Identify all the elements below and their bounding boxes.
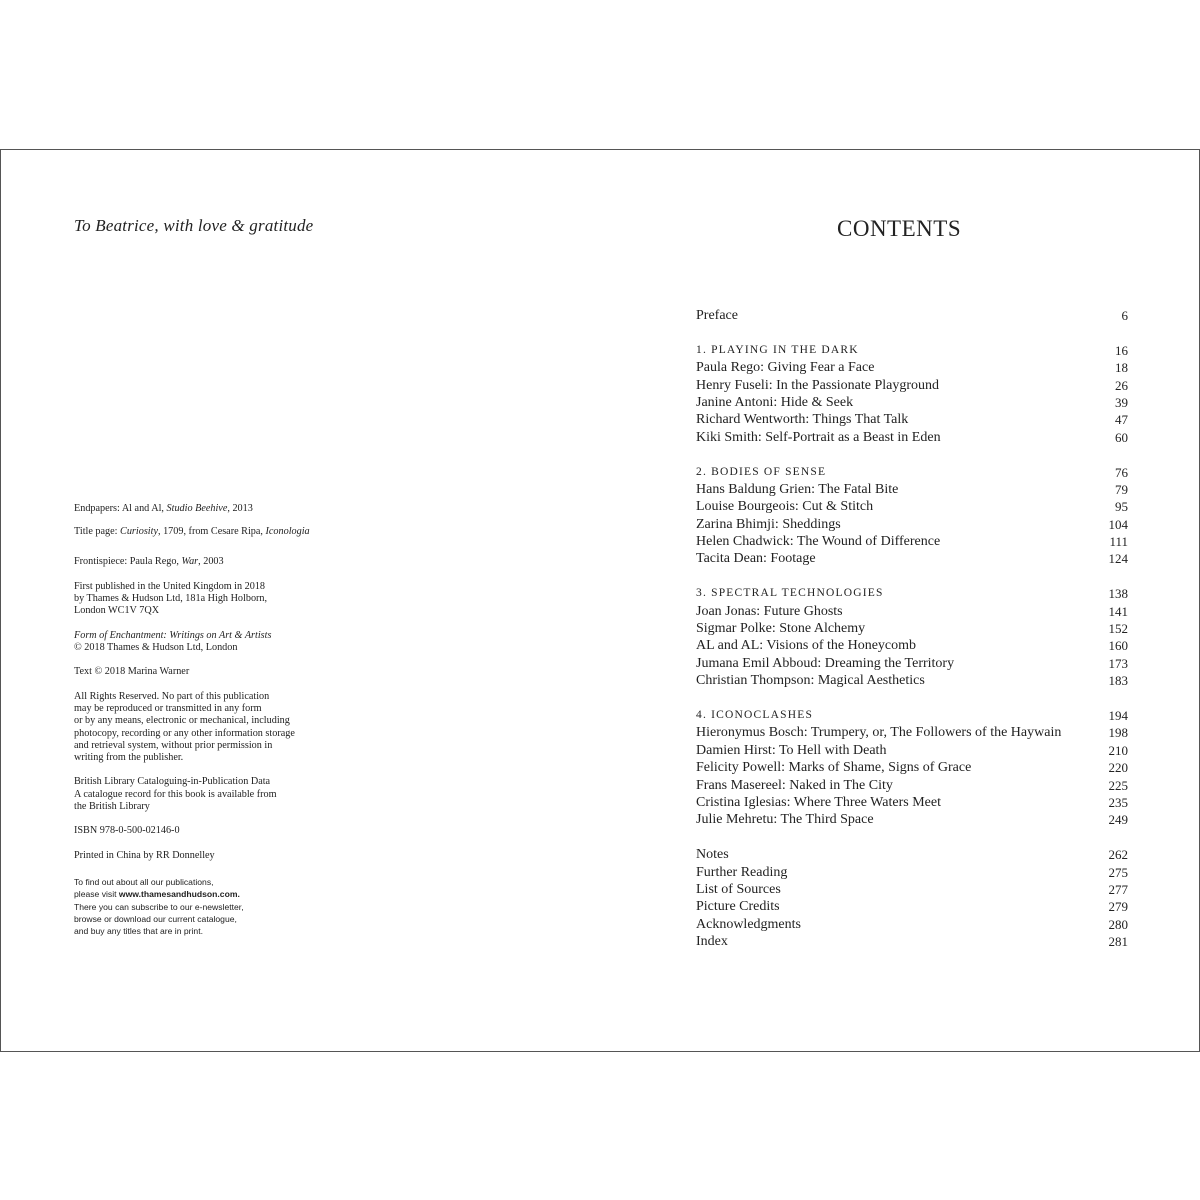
toc-page-number: 281 (1108, 934, 1128, 950)
toc-entry-title: Tacita Dean: Footage (696, 551, 816, 567)
contents-title: CONTENTS (837, 216, 962, 241)
toc-entry (696, 411, 1128, 428)
toc-page-number: 47 (1115, 412, 1128, 428)
toc-entry (696, 377, 1128, 394)
toc-entry-title: Julie Mehretu: The Third Space (696, 812, 874, 828)
toc-page-number: 16 (1115, 342, 1128, 358)
first-published-note: First published in the United Kingdom in 2018 by Thames & Hudson Ltd, 181a High Holborn, London WC1V 7QX (74, 580, 268, 617)
toc-page-number: 95 (1115, 499, 1128, 515)
text-copyright: Text © 2018 Marina Warner (74, 666, 190, 678)
title-page-credit: Title page: Curiosity, 1709, from Cesare Ripa, Iconologia (74, 526, 310, 538)
toc-entry (696, 898, 1128, 915)
toc-entry (696, 759, 1128, 776)
toc-page-number: 198 (1108, 725, 1128, 741)
toc-page-number: 79 (1115, 481, 1128, 497)
toc-page-number: 279 (1108, 899, 1128, 915)
toc-entry (696, 533, 1128, 550)
right-page (601, 150, 1199, 1051)
toc-entry-title: Helen Chadwick: The Wound of Difference (696, 534, 941, 550)
toc-entry-title: Hans Baldung Grien: The Fatal Bite (696, 481, 899, 497)
toc-page-number: 262 (1108, 847, 1128, 863)
toc-entry (696, 429, 1128, 446)
toc-page-number: 141 (1108, 603, 1128, 619)
toc-entry (696, 724, 1128, 741)
toc-page-number: 26 (1115, 377, 1128, 393)
toc-entry-title: Damien Hirst: To Hell with Death (696, 742, 887, 758)
book-copyright: Form of Enchantment: Writings on Art & Artists © 2018 Thames & Hudson Ltd, London (74, 629, 272, 654)
toc-entry-title: Paula Rego: Giving Fear a Face (696, 360, 875, 376)
toc-entry (696, 603, 1128, 620)
toc-page-number: 60 (1115, 429, 1128, 445)
toc-entry (696, 777, 1128, 794)
toc-page-number: 277 (1108, 881, 1128, 897)
toc-page-number: 124 (1108, 551, 1128, 567)
imprint-block (74, 503, 374, 937)
endpapers-credit: Endpapers: Al and Al, Studio Beehive, 2013 (74, 503, 253, 514)
toc-entry (696, 481, 1128, 498)
publisher-website-link: www.thamesandhudson.com. (118, 889, 240, 900)
toc-entry (696, 846, 1128, 863)
toc-entry-title: Notes (696, 847, 729, 863)
toc-spacer (696, 324, 1128, 341)
toc-page-number: 76 (1115, 464, 1128, 480)
toc-section-heading (696, 464, 1128, 481)
toc-entry-title: Frans Masereel: Naked in The City (696, 777, 893, 793)
toc-entry-title: Further Reading (696, 864, 788, 880)
toc-page-number: 173 (1108, 655, 1128, 671)
toc-section-heading (696, 342, 1128, 359)
book-spread (0, 149, 1200, 1052)
left-page (1, 150, 601, 1051)
rights-notice: All Rights Reserved. No part of this publication may be reproduced or transmitted in any form or by any means, electronic or mechanical, including photocopy, recording or any other information storage and retrieval system, without prior permission in writing from the publisher. (74, 690, 295, 764)
toc-page-number: 235 (1108, 794, 1128, 810)
cip-notice: British Library Cataloguing-in-Publication Data A catalogue record for this book is available from the British Library (74, 776, 277, 813)
toc-entry (696, 916, 1128, 933)
toc-page-number: 39 (1115, 394, 1128, 410)
isbn: ISBN 978-0-500-02146-0 (74, 825, 180, 837)
toc-entry-title: Zarina Bhimji: Sheddings (696, 516, 841, 532)
toc-entry-title: Henry Fuseli: In the Passionate Playground (696, 377, 940, 393)
toc-section-heading (696, 707, 1128, 724)
toc-page-number: 138 (1108, 586, 1128, 602)
toc-page-number: 225 (1108, 777, 1128, 793)
toc-entry-title: Louise Bourgeois: Cut & Stitch (696, 499, 874, 515)
toc-entry-title: 3. SPECTRAL TECHNOLOGIES (696, 587, 884, 600)
toc-entry-title: Janine Antoni: Hide & Seek (696, 394, 854, 410)
toc-entry-title: Picture Credits (696, 899, 780, 915)
toc-page-number: 194 (1108, 707, 1128, 723)
toc-spacer (696, 690, 1128, 707)
toc-page-number: 6 (1121, 308, 1128, 323)
toc-entry-title: Sigmar Polke: Stone Alchemy (696, 621, 866, 637)
toc-entry-title: Richard Wentworth: Things That Talk (696, 412, 909, 428)
toc-entry (696, 742, 1128, 759)
toc-entry (696, 620, 1128, 637)
toc-page-number: 160 (1108, 638, 1128, 654)
toc-entry (696, 864, 1128, 881)
toc-entry-title: AL and AL: Visions of the Honeycomb (696, 638, 917, 654)
frontispiece-credit: Frontispiece: Paula Rego, War, 2003 (74, 555, 224, 567)
toc-page-number: 249 (1108, 812, 1128, 828)
toc-spacer (696, 829, 1128, 846)
toc-entry (696, 359, 1128, 376)
toc-page-number: 18 (1115, 360, 1128, 376)
toc-page-number: 183 (1108, 673, 1128, 689)
toc-entry (696, 498, 1128, 515)
toc-entry-title: Christian Thompson: Magical Aesthetics (696, 673, 925, 689)
toc-entry (696, 794, 1128, 811)
toc-entry (696, 307, 1128, 324)
toc-entry (696, 550, 1128, 567)
toc-spacer (696, 568, 1128, 585)
toc-entry (696, 811, 1128, 828)
toc-entry-title: 4. ICONOCLASHES (696, 708, 814, 721)
toc-entry-title: Jumana Emil Abboud: Dreaming the Territory (696, 655, 955, 671)
toc-entry-title: Acknowledgments (696, 916, 801, 932)
toc-entry (696, 655, 1128, 672)
table-of-contents (696, 307, 1128, 950)
toc-entry-title: Index (696, 934, 728, 950)
toc-page-number: 280 (1108, 916, 1128, 932)
toc-page-number: 210 (1108, 742, 1128, 758)
toc-page-number: 275 (1108, 864, 1128, 880)
toc-entry-title: List of Sources (696, 881, 781, 897)
toc-entry-title: 2. BODIES OF SENSE (696, 465, 827, 478)
toc-entry (696, 672, 1128, 689)
toc-entry-title: Joan Jonas: Future Ghosts (696, 603, 843, 619)
toc-entry (696, 637, 1128, 654)
toc-page-number: 104 (1108, 516, 1128, 532)
toc-entry (696, 394, 1128, 411)
toc-entry-title: Kiki Smith: Self-Portrait as a Beast in Eden (696, 429, 941, 445)
toc-entry (696, 516, 1128, 533)
toc-section-heading (696, 585, 1128, 602)
publisher-website-note: To find out about all our publications, please visit www.thamesandhudson.com. There you can subscribe to our e-newsletter, browse or download our current catalogue, and buy any titles that are in print. (74, 876, 244, 937)
toc-entry-title: Cristina Iglesias: Where Three Waters Meet (696, 794, 941, 810)
dedication: To Beatrice, with love & gratitude (74, 216, 314, 235)
toc-entry-title: Felicity Powell: Marks of Shame, Signs of Grace (696, 760, 972, 776)
toc-entry (696, 881, 1128, 898)
printer-note: Printed in China by RR Donnelley (74, 849, 215, 861)
toc-entry-title: 1. PLAYING IN THE DARK (696, 343, 859, 356)
toc-page-number: 220 (1108, 760, 1128, 776)
toc-page-number: 152 (1108, 621, 1128, 637)
toc-entry (696, 933, 1128, 950)
toc-entry-title: Hieronymus Bosch: Trumpery, or, The Followers of the Haywain (696, 725, 1062, 741)
toc-spacer (696, 446, 1128, 463)
toc-page-number: 111 (1109, 534, 1128, 550)
toc-entry-title: Preface (696, 308, 738, 323)
